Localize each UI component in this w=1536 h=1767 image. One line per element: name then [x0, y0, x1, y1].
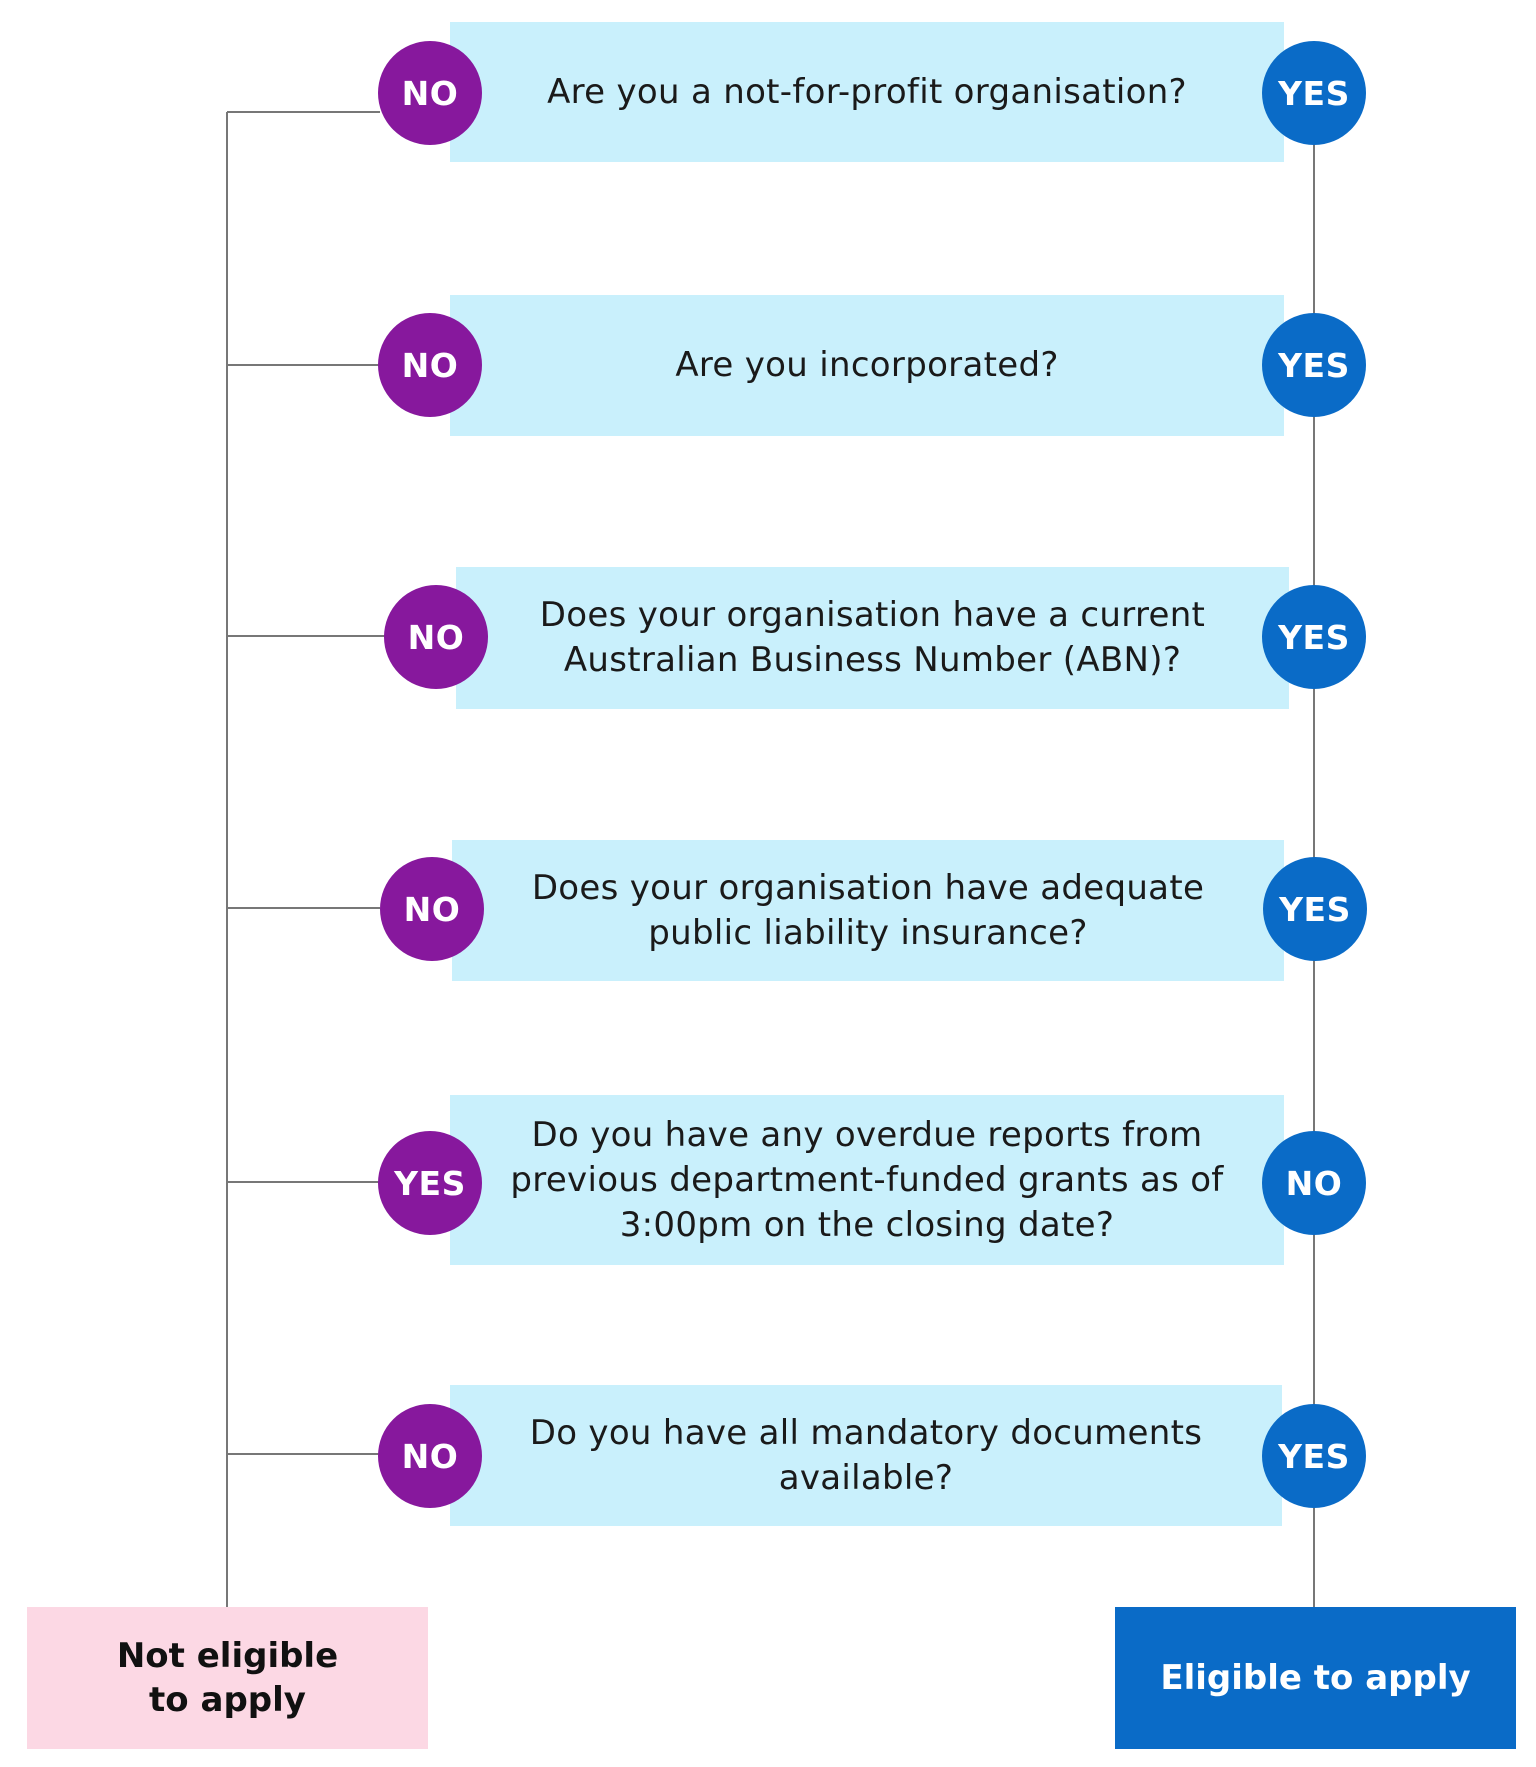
yes-badge: YES [378, 1131, 482, 1235]
no-badge: NO [384, 585, 488, 689]
no-badge: NO [378, 41, 482, 145]
not-eligible-outcome: Not eligible to apply [27, 1607, 428, 1749]
yes-badge: YES [1262, 1404, 1366, 1508]
yes-badge: YES [1262, 41, 1366, 145]
eligible-outcome: Eligible to apply [1115, 1607, 1516, 1749]
question-mandatory-documents: Do you have all mandatory documents available? [450, 1385, 1282, 1526]
no-badge: NO [378, 1404, 482, 1508]
no-badge: NO [378, 313, 482, 417]
no-badge: NO [1262, 1131, 1366, 1235]
question-abn: Does your organisation have a current Australian Business Number (ABN)? [456, 567, 1289, 709]
question-public-liability: Does your organisation have adequate public liability insurance? [452, 840, 1284, 981]
question-incorporated: Are you incorporated? [450, 295, 1284, 436]
yes-badge: YES [1262, 585, 1366, 689]
question-not-for-profit: Are you a not-for-profit organisation? [450, 22, 1284, 162]
yes-badge: YES [1262, 313, 1366, 417]
no-badge: NO [380, 857, 484, 961]
yes-badge: YES [1263, 857, 1367, 961]
question-overdue-reports: Do you have any overdue reports from previous department-funded grants as of 3:00pm on the closing date? [450, 1095, 1284, 1265]
